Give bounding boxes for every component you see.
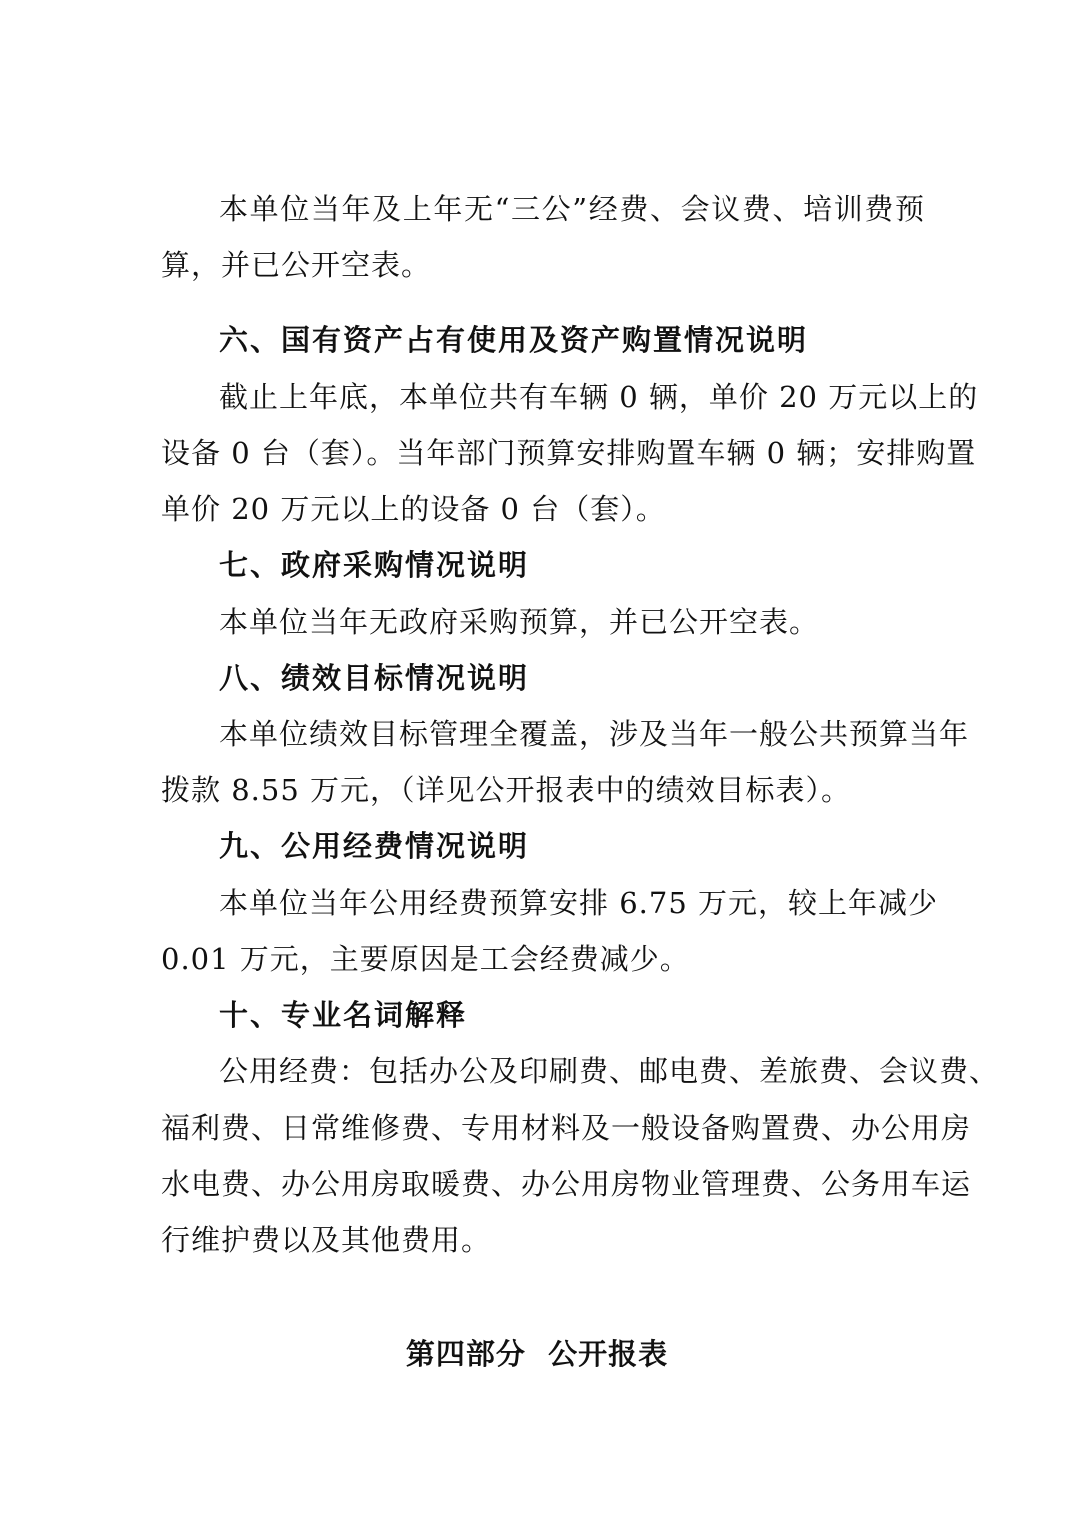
- paragraph-line: 设备 0 台（套）。当年部门预算安排购置车辆 0 辆；安排购置: [161, 436, 977, 470]
- paragraph-line: 算，并已公开空表。: [161, 248, 432, 282]
- paragraph-line: 截止上年底，本单位共有车辆 0 辆，单价 20 万元以上的: [219, 380, 979, 414]
- paragraph-line: 拨款 8.55 万元，（详见公开报表中的绩效目标表）。: [161, 773, 852, 807]
- paragraph-line: 福利费、日常维修费、专用材料及一般设备购置费、办公用房: [161, 1111, 972, 1145]
- part-title: 第四部分 公开报表: [405, 1337, 669, 1371]
- paragraph-line: 水电费、办公用房取暖费、办公用房物业管理费、公务用车运: [161, 1167, 972, 1201]
- paragraph-line: 行维护费以及其他费用。: [161, 1223, 492, 1257]
- section-heading: 七、政府采购情况说明: [219, 548, 530, 582]
- paragraph-line: 单价 20 万元以上的设备 0 台（套）。: [161, 492, 666, 526]
- section-heading: 六、国有资产占有使用及资产购置情况说明: [219, 323, 809, 357]
- paragraph-line: 本单位当年无政府采购预算，并已公开空表。: [219, 605, 820, 639]
- paragraph-line: 本单位绩效目标管理全覆盖，涉及当年一般公共预算当年: [219, 717, 970, 751]
- section-heading: 十、专业名词解释: [219, 998, 468, 1032]
- paragraph-line: 0.01 万元，主要原因是工会经费减少。: [161, 942, 690, 976]
- paragraph-line: 公用经费：包括办公及印刷费、邮电费、差旅费、会议费、: [219, 1054, 1000, 1088]
- paragraph-line: 本单位当年公用经费预算安排 6.75 万元，较上年减少: [219, 886, 939, 920]
- section-heading: 九、公用经费情况说明: [219, 829, 530, 863]
- section-heading: 八、绩效目标情况说明: [219, 661, 530, 695]
- paragraph-line: 本单位当年及上年无“三公”经费、会议费、培训费预: [219, 192, 925, 226]
